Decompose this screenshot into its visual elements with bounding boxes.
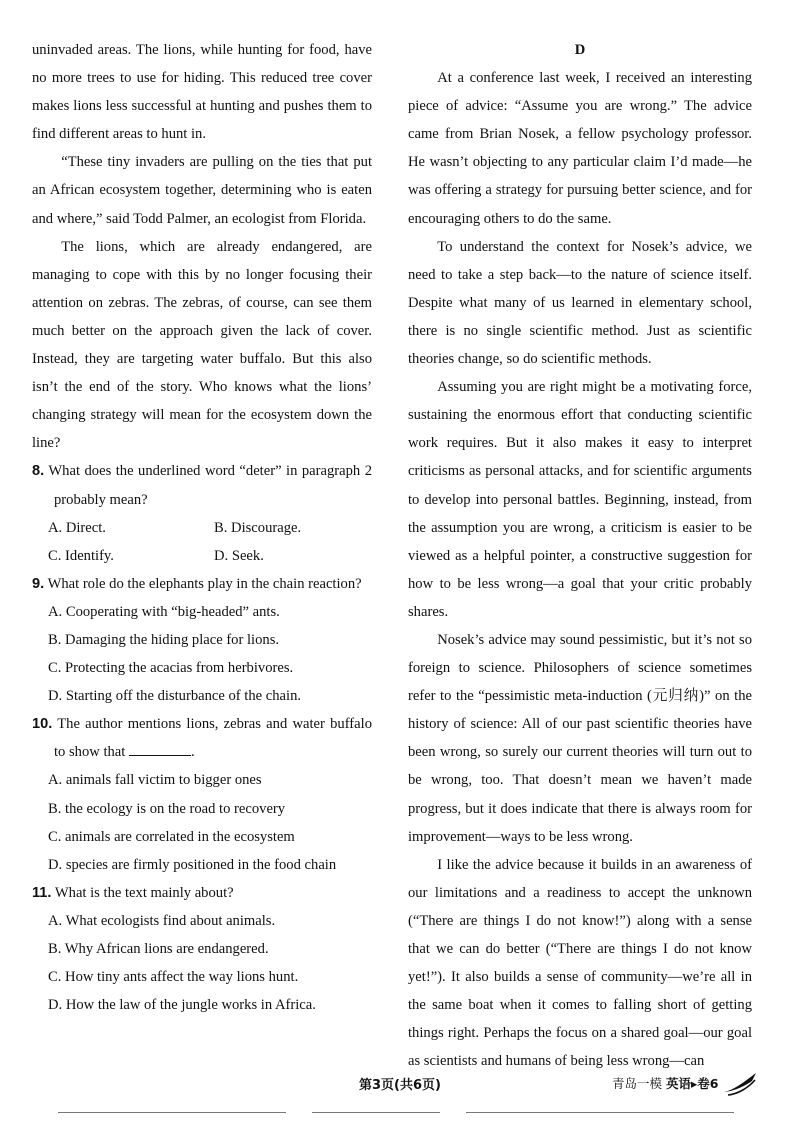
brand-arrow: ▸ xyxy=(691,1076,698,1091)
option-row xyxy=(32,542,372,570)
swoosh-logo-icon xyxy=(722,1070,758,1096)
passage-paragraph: The lions, which are already endangered, are managing to cope with this by no longer focusing their attention on zebras. The zebras, of course, can see them much better on the approach given the lack of cover. Instead, they are targeting water buffalo. But this also isn’t the end of the story. Who knows what the lions’ changing strategy will mean for the ecosystem down the line? xyxy=(32,238,372,452)
question-text: What role do the elephants play in the chain reaction? xyxy=(47,575,362,592)
option-c[interactable]: C. animals are correlated in the ecosystem xyxy=(48,828,295,845)
question-stem xyxy=(32,570,372,598)
question-stem-end: . xyxy=(191,744,195,761)
option-a[interactable]: A. animals fall victim to bigger ones xyxy=(48,772,262,789)
passage-heading: D xyxy=(574,42,586,58)
question-number: 10. xyxy=(32,716,53,733)
brand-subject: 英语 xyxy=(666,1076,692,1091)
option-row xyxy=(32,514,372,542)
question-number: 9. xyxy=(32,575,45,592)
passage-paragraph: To understand the context for Nosek’s advice, we need to take a step back—to the nature of science itself. Despite what many of us learned in elementary school, there is no single scientific method. Just as scientific theories change, so do scientific methods. xyxy=(408,238,752,368)
option-b[interactable]: B. Discourage. xyxy=(214,519,302,536)
option-d[interactable]: D. species are firmly positioned in the food chain xyxy=(48,856,337,873)
brand-volume: 卷6 xyxy=(697,1076,719,1091)
passage-paragraph: Nosek’s advice may sound pessimistic, but it’s not so foreign to science. Philosophers of science sometimes refer to the “pessimistic meta-induction (元归纳)” on the history of science: All of our past scientific theories have been wrong, so surely our current theories will turn out to be wrong, too. That doesn’t mean we haven’t made progress, but it does indicate that there is always room for improvement—ways to be less wrong. xyxy=(408,631,752,845)
question-stem xyxy=(32,457,372,513)
option-a[interactable]: A. Cooperating with “big-headed” ants. xyxy=(48,603,280,620)
left-column xyxy=(32,36,372,1019)
option-d[interactable]: D. How the law of the jungle works in Africa. xyxy=(48,997,316,1014)
option-b[interactable]: B. Why African lions are endangered. xyxy=(48,941,269,957)
option-a[interactable]: A. What ecologists find about animals. xyxy=(48,912,276,929)
question-stem xyxy=(32,710,372,766)
answer-blank xyxy=(129,741,191,756)
right-column xyxy=(408,36,752,1075)
option-c[interactable]: C. Protecting the acacias from herbivores. xyxy=(48,660,294,677)
question-text: What does the underlined word “deter” in paragraph 2 probably mean? xyxy=(48,463,372,508)
passage-paragraph: “These tiny invaders are pulling on the ties that put an African ecosystem together, determining who is eaten and where,” said Todd Palmer, an ecologist from Florida. xyxy=(32,154,372,227)
option-d[interactable]: D. Seek. xyxy=(214,547,264,564)
option-b[interactable]: B. the ecology is on the road to recovery xyxy=(48,800,286,817)
option-c[interactable]: C. Identify. xyxy=(48,547,114,564)
question-stem xyxy=(32,879,372,907)
passage-paragraph: Assuming you are right might be a motivating force, sustaining the enormous effort that conducting scientific work requires. But it also makes it easy to interpret criticisms as personal attacks, and for scientific arguments to develop into personal battles. Beginning, instead, from the assumption you are wrong, a criticism is easier to be viewed as a helpful pointer, a constructive suggestion for how to be less wrong—a goal that your critic probably shares. xyxy=(408,379,752,620)
passage-paragraph: uninvaded areas. The lions, while hunting for food, have no more trees to use for hiding. This reduced tree cover makes lions less successful at hunting and pushes them to find different areas to hunt in. xyxy=(32,42,372,143)
question-text: The author mentions lions, zebras and water buffalo to show that xyxy=(54,716,372,761)
page-number: 第3页(共6页) xyxy=(359,1078,441,1093)
footer-divider xyxy=(466,1112,734,1113)
question-number: 8. xyxy=(32,463,45,480)
option-a[interactable]: A. Direct. xyxy=(48,519,106,536)
option-d[interactable]: D. Starting off the disturbance of the chain. xyxy=(48,688,302,705)
question-number: 11. xyxy=(32,884,52,901)
brand-prefix: 青岛一模 xyxy=(612,1076,663,1091)
question-8 xyxy=(32,457,372,569)
question-9 xyxy=(32,570,372,710)
footer-divider xyxy=(312,1112,440,1113)
question-11 xyxy=(32,879,372,1019)
passage-paragraph: I like the advice because it builds in an awareness of our limitations and a readiness to accept the unknown (“There are things I do not know!”) along with a sense that we can do better (“There are things I do not know yet!”). It also builds a sense of community—we’re all in the same boat when it comes to falling short of getting things right. Perhaps the focus on a shared goal—our goal as scientists and humans of being less wrong—can xyxy=(408,856,752,1070)
question-text: What is the text mainly about? xyxy=(54,884,234,901)
option-b[interactable]: B. Damaging the hiding place for lions. xyxy=(48,631,280,648)
page-footer xyxy=(0,1070,800,1096)
footer-divider xyxy=(58,1112,286,1113)
option-c[interactable]: C. How tiny ants affect the way lions hunt. xyxy=(48,969,299,986)
passage-paragraph: At a conference last week, I received an interesting piece of advice: “Assume you are wrong.” The advice came from Brian Nosek, a fellow psychology professor. He wasn’t objecting to any particular claim I’d made—he was offering a strategy for pursuing better science, and for encouraging others to do the same. xyxy=(408,70,752,227)
exam-brand xyxy=(612,1074,719,1092)
question-10 xyxy=(32,710,372,879)
